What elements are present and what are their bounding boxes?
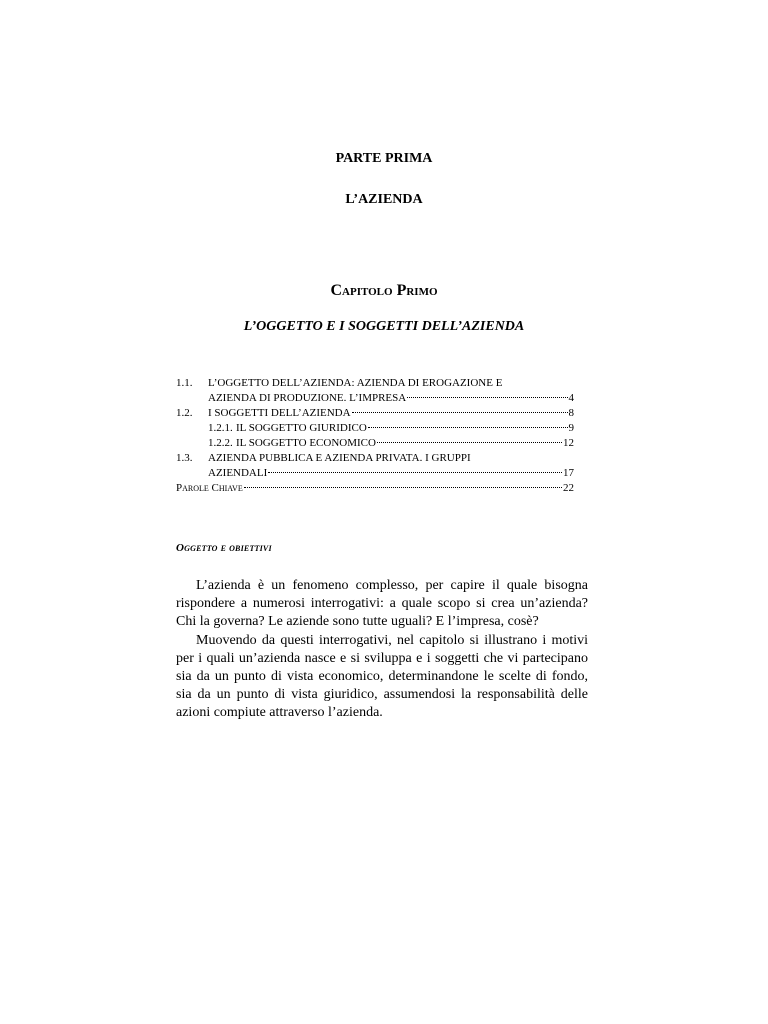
- toc-entry-continuation[interactable]: [176, 391, 574, 406]
- toc-entry-number: 1.2.1.: [208, 422, 233, 434]
- toc-page-number: 12: [563, 437, 574, 449]
- toc-entry[interactable]: [176, 376, 574, 391]
- body-text: [176, 577, 588, 723]
- toc-leader: [407, 397, 567, 398]
- toc-entry-title: AZIENDALI: [208, 467, 268, 479]
- paragraph: L’azienda è un fenomeno complesso, per capire il quale bisogna rispondere a numerosi interrogativi: a quale scopo si crea un’azienda? Chi la governa? Le aziende sono tutte uguali? E l’impresa, cosè?: [176, 578, 588, 630]
- toc-entry-number: 1.2.: [176, 407, 193, 419]
- toc-entry-title: I SOGGETTI DELL’AZIENDA: [208, 407, 351, 419]
- toc-entry-number: 1.1.: [176, 377, 193, 389]
- part-title: PARTE PRIMA: [335, 151, 433, 166]
- toc-entry-number: 1.3.: [176, 452, 193, 464]
- toc-leader: [244, 487, 562, 488]
- toc-entry-title: AZIENDA PUBBLICA E AZIENDA PRIVATA. I GRUPPI: [208, 452, 471, 464]
- toc-entry[interactable]: [176, 481, 574, 496]
- toc-entry[interactable]: [176, 451, 574, 466]
- toc-entry-title: AZIENDA DI PRODUZIONE. L’IMPRESA: [208, 392, 407, 404]
- toc-entry-continuation[interactable]: [176, 466, 574, 481]
- part-subtitle: L’AZIENDA: [345, 192, 423, 207]
- toc-entry-title: Parole Chiave: [176, 482, 243, 494]
- toc-entry-number: 1.2.2.: [208, 437, 233, 449]
- toc-leader: [377, 442, 562, 443]
- toc-entry[interactable]: [176, 406, 574, 421]
- toc-page-number: 17: [563, 467, 574, 479]
- toc-leader: [352, 412, 568, 413]
- toc-page-number: 4: [568, 392, 574, 404]
- toc-page-number: 22: [563, 482, 574, 494]
- toc-leader: [368, 427, 568, 428]
- table-of-contents: [176, 376, 574, 496]
- toc-leader: [268, 472, 562, 473]
- chapter-subtitle: L’OGGETTO E I SOGGETTI DELL’AZIENDA: [243, 319, 525, 334]
- chapter-title: Capitolo Primo: [330, 282, 438, 299]
- toc-entry-title: L’OGGETTO DELL’AZIENDA: AZIENDA DI EROGAZIONE E: [208, 377, 503, 389]
- toc-page-number: 9: [568, 422, 574, 434]
- paragraph: Muovendo da questi interrogativi, nel capitolo si illustrano i motivi per i quali un’azienda nasce e si sviluppa e i soggetti che vi partecipano sia da un punto di vista economico, determinandone le scelte di fondo, sia da un punto di vista giuridico, assumendosi la responsabilità delle azioni compiute attraverso l’azienda.: [176, 632, 588, 721]
- toc-entry[interactable]: [176, 421, 574, 436]
- section-heading: Oggetto e obiettivi: [176, 542, 272, 554]
- toc-page-number: 8: [568, 407, 574, 419]
- toc-entry-title: IL SOGGETTO ECONOMICO: [236, 437, 376, 449]
- toc-entry-title: IL SOGGETTO GIURIDICO: [236, 422, 367, 434]
- toc-entry[interactable]: [176, 436, 574, 451]
